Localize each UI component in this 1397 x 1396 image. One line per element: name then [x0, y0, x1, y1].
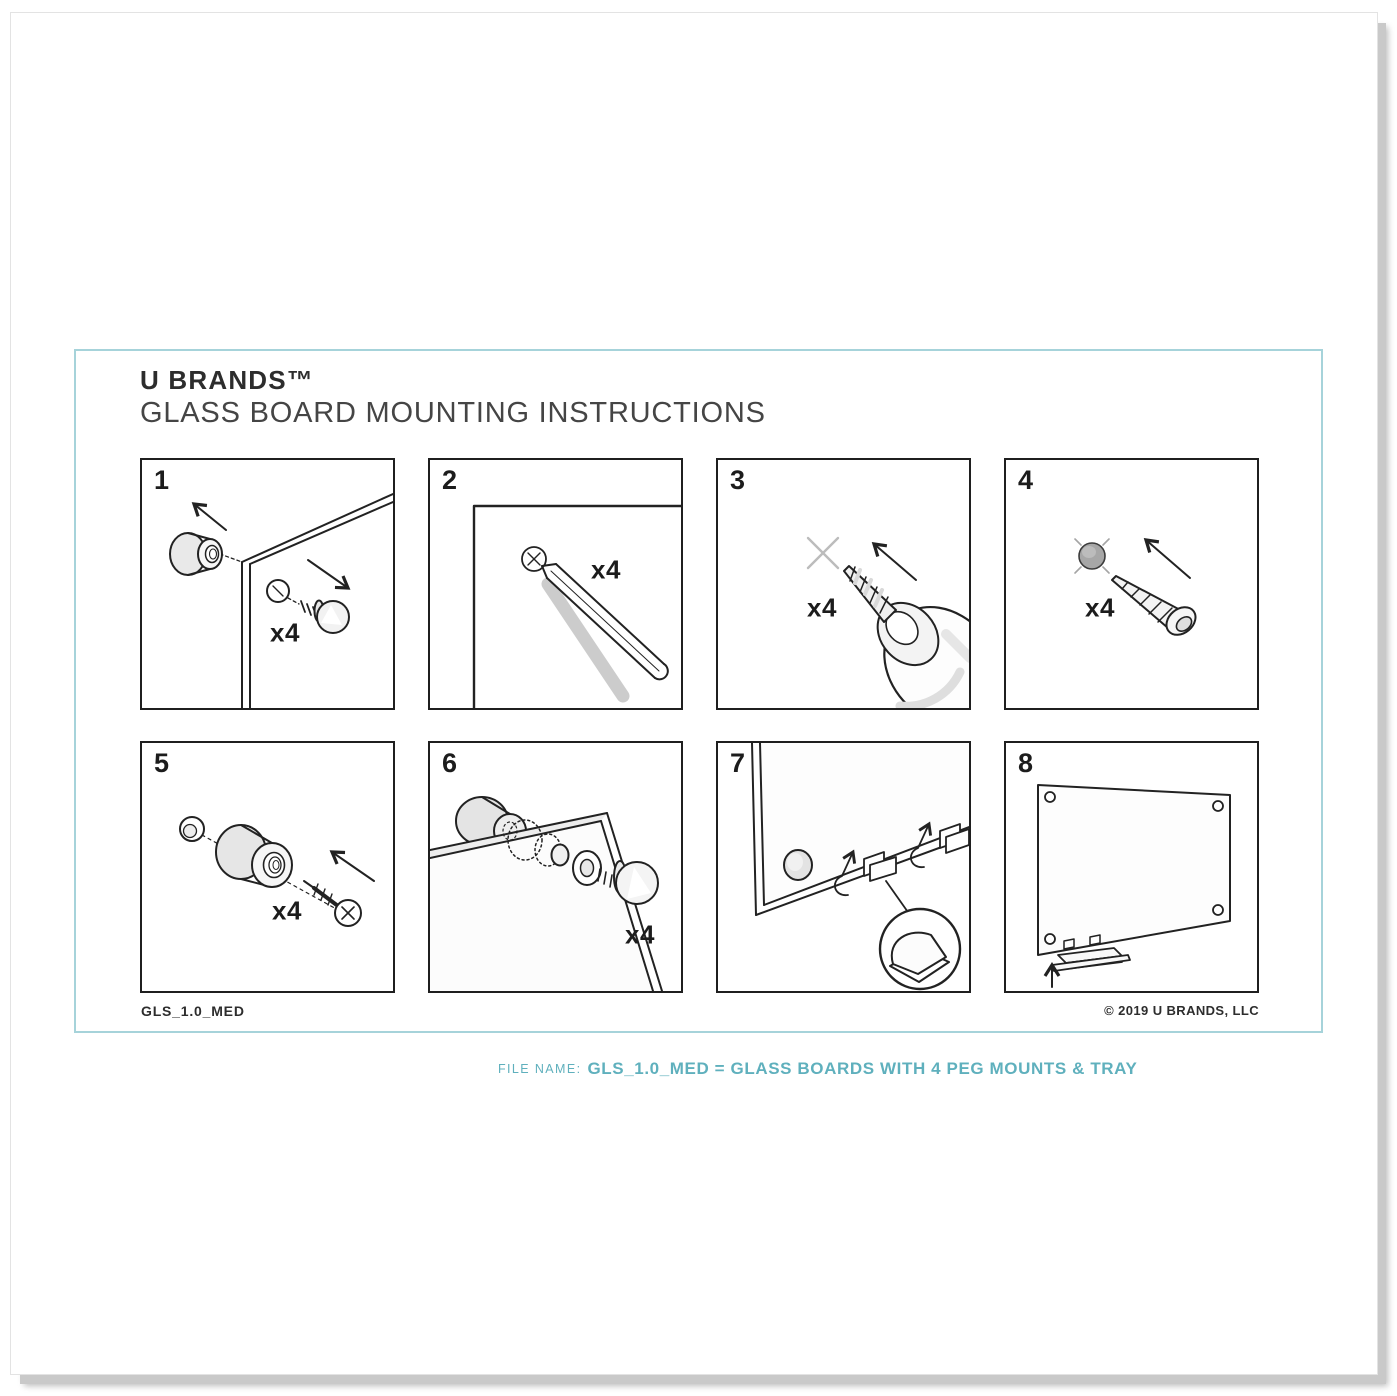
drill-pilot-holes-illustration	[718, 460, 969, 708]
step-panel-2	[428, 458, 683, 710]
step-number: 4	[1018, 465, 1034, 495]
copyright-label: © 2019 U BRANDS, LLC	[1104, 1003, 1259, 1018]
brand-title: U BRANDS™	[140, 365, 315, 395]
screw-standoff-to-wall-illustration	[142, 743, 393, 991]
quantity-label: x4	[591, 554, 621, 585]
step-panel-1	[140, 458, 395, 710]
quantity-label: x4	[807, 592, 837, 623]
quantity-label: x4	[270, 617, 300, 648]
file-name-caption-label: FILE NAME:	[498, 1062, 582, 1076]
quantity-label: x4	[625, 919, 655, 950]
peel-adhesive-tray-clips-illustration	[718, 743, 969, 991]
file-name-caption	[498, 1059, 1137, 1079]
step-panel-3	[716, 458, 971, 710]
step-panel-6	[428, 741, 683, 993]
step-number: 6	[442, 748, 458, 778]
step-panel-4	[1004, 458, 1259, 710]
file-name-caption-value: GLS_1.0_MED = GLASS BOARDS WITH 4 PEG MOUNTS & TRAY	[587, 1059, 1138, 1078]
sheet-subtitle: GLASS BOARD MOUNTING INSTRUCTIONS	[140, 397, 766, 429]
steps-grid	[140, 458, 1259, 993]
step-panel-5	[140, 741, 395, 993]
step-number: 3	[730, 465, 746, 495]
step-panel-7	[716, 741, 971, 993]
instruction-frame	[74, 349, 1323, 1033]
fasten-board-to-standoffs-illustration	[430, 743, 681, 991]
quantity-label: x4	[1085, 592, 1115, 623]
insert-wall-anchors-illustration	[1006, 460, 1257, 708]
step-panel-8	[1004, 741, 1259, 993]
board-mounted-with-tray-illustration	[1006, 743, 1257, 991]
step-number: 2	[442, 465, 458, 495]
remove-corner-screw-and-peg-illustration	[142, 460, 393, 708]
step-number: 7	[730, 748, 746, 778]
step-number: 5	[154, 748, 170, 778]
file-code-label: GLS_1.0_MED	[141, 1003, 245, 1019]
product-sheet-card	[10, 12, 1378, 1375]
quantity-label: x4	[272, 895, 302, 926]
step-number: 8	[1018, 748, 1034, 778]
pencil-mark-hole-positions-illustration	[430, 460, 681, 708]
step-number: 1	[154, 465, 170, 495]
